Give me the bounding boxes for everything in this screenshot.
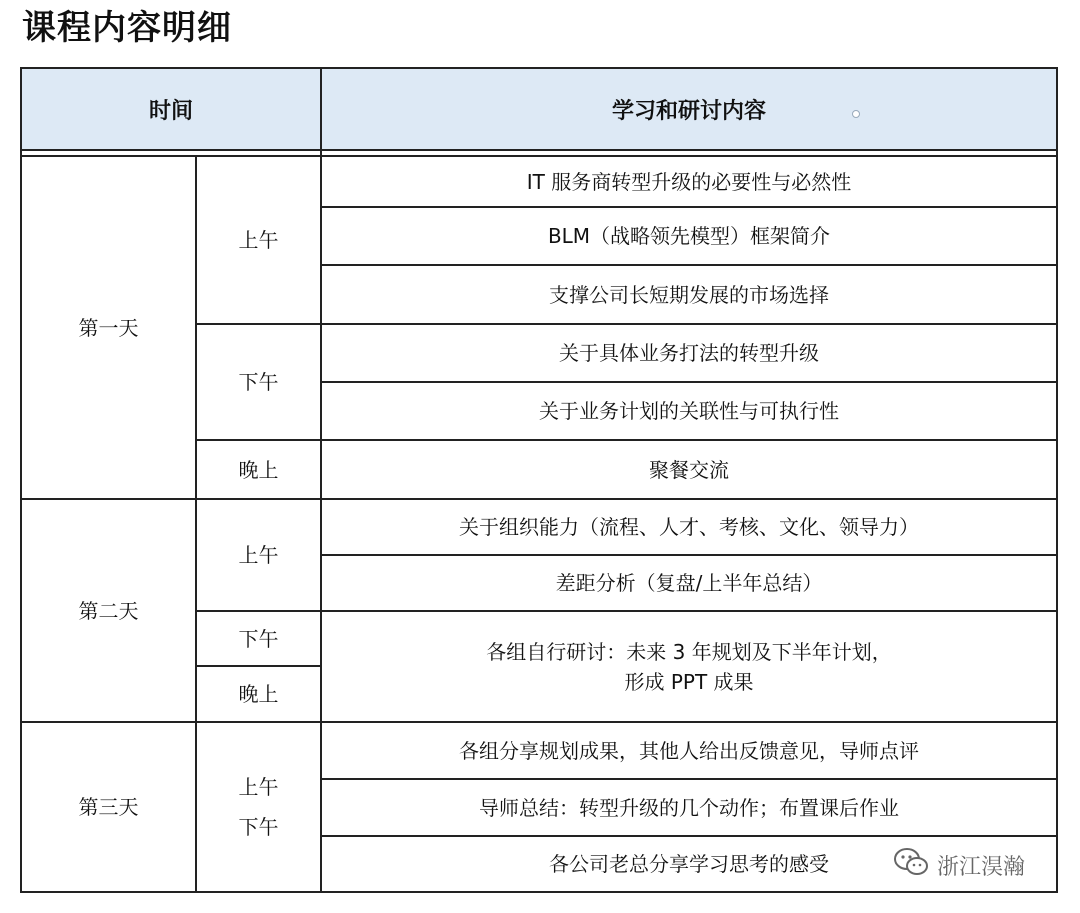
- decorative-dot: [852, 110, 860, 118]
- watermark: [893, 847, 1025, 883]
- table-row: 差距分析（复盘/上半年总结）: [555, 571, 823, 595]
- table-row: 关于组织能力（流程、人才、考核、文化、领导力）: [459, 515, 919, 539]
- period-label: [197, 723, 320, 891]
- period-label: 下午: [238, 370, 279, 394]
- period-label-line: 下午: [238, 815, 279, 839]
- table-row: 关于业务计划的关联性与可执行性: [539, 399, 839, 423]
- period-label: 上午: [238, 543, 279, 567]
- merged-row-line: 形成 PPT 成果: [624, 669, 754, 694]
- period-label: 晚上: [238, 457, 279, 482]
- table-row: IT 服务商转型升级的必要性与必然性: [526, 169, 852, 194]
- page-title: 课程内容明细: [22, 8, 232, 48]
- header-content: 学习和研讨内容: [611, 98, 766, 124]
- period-label: 下午: [238, 626, 279, 651]
- table-row: BLM（战略领先模型）框架简介: [547, 224, 831, 248]
- course-table: [20, 67, 1058, 893]
- table-row: 各公司老总分享学习思考的感受: [549, 852, 829, 876]
- day-label: 第二天: [78, 598, 139, 623]
- day-label: 第一天: [78, 315, 139, 340]
- merged-table-row: [322, 612, 1056, 721]
- wechat-icon: [893, 847, 929, 883]
- header-time: 时间: [148, 98, 193, 124]
- table-row: 导师总结：转型升级的几个动作；布置课后作业: [479, 795, 899, 820]
- table-row: 支撑公司长短期发展的市场选择: [549, 282, 829, 307]
- day-label: 第三天: [78, 795, 139, 819]
- merged-row-line: 各组自行研讨：未来 3 年规划及下半年计划，: [486, 639, 892, 664]
- period-label: 晚上: [238, 682, 279, 706]
- period-label: 上午: [238, 228, 279, 252]
- table-row: 各组分享规划成果，其他人给出反馈意见，导师点评: [459, 738, 919, 763]
- table-row: 聚餐交流: [649, 457, 729, 482]
- watermark-text: 浙江淏瀚: [937, 854, 1026, 880]
- table-header: [22, 69, 1056, 151]
- period-label-line: 上午: [238, 775, 279, 799]
- table-row: 关于具体业务打法的转型升级: [559, 341, 819, 365]
